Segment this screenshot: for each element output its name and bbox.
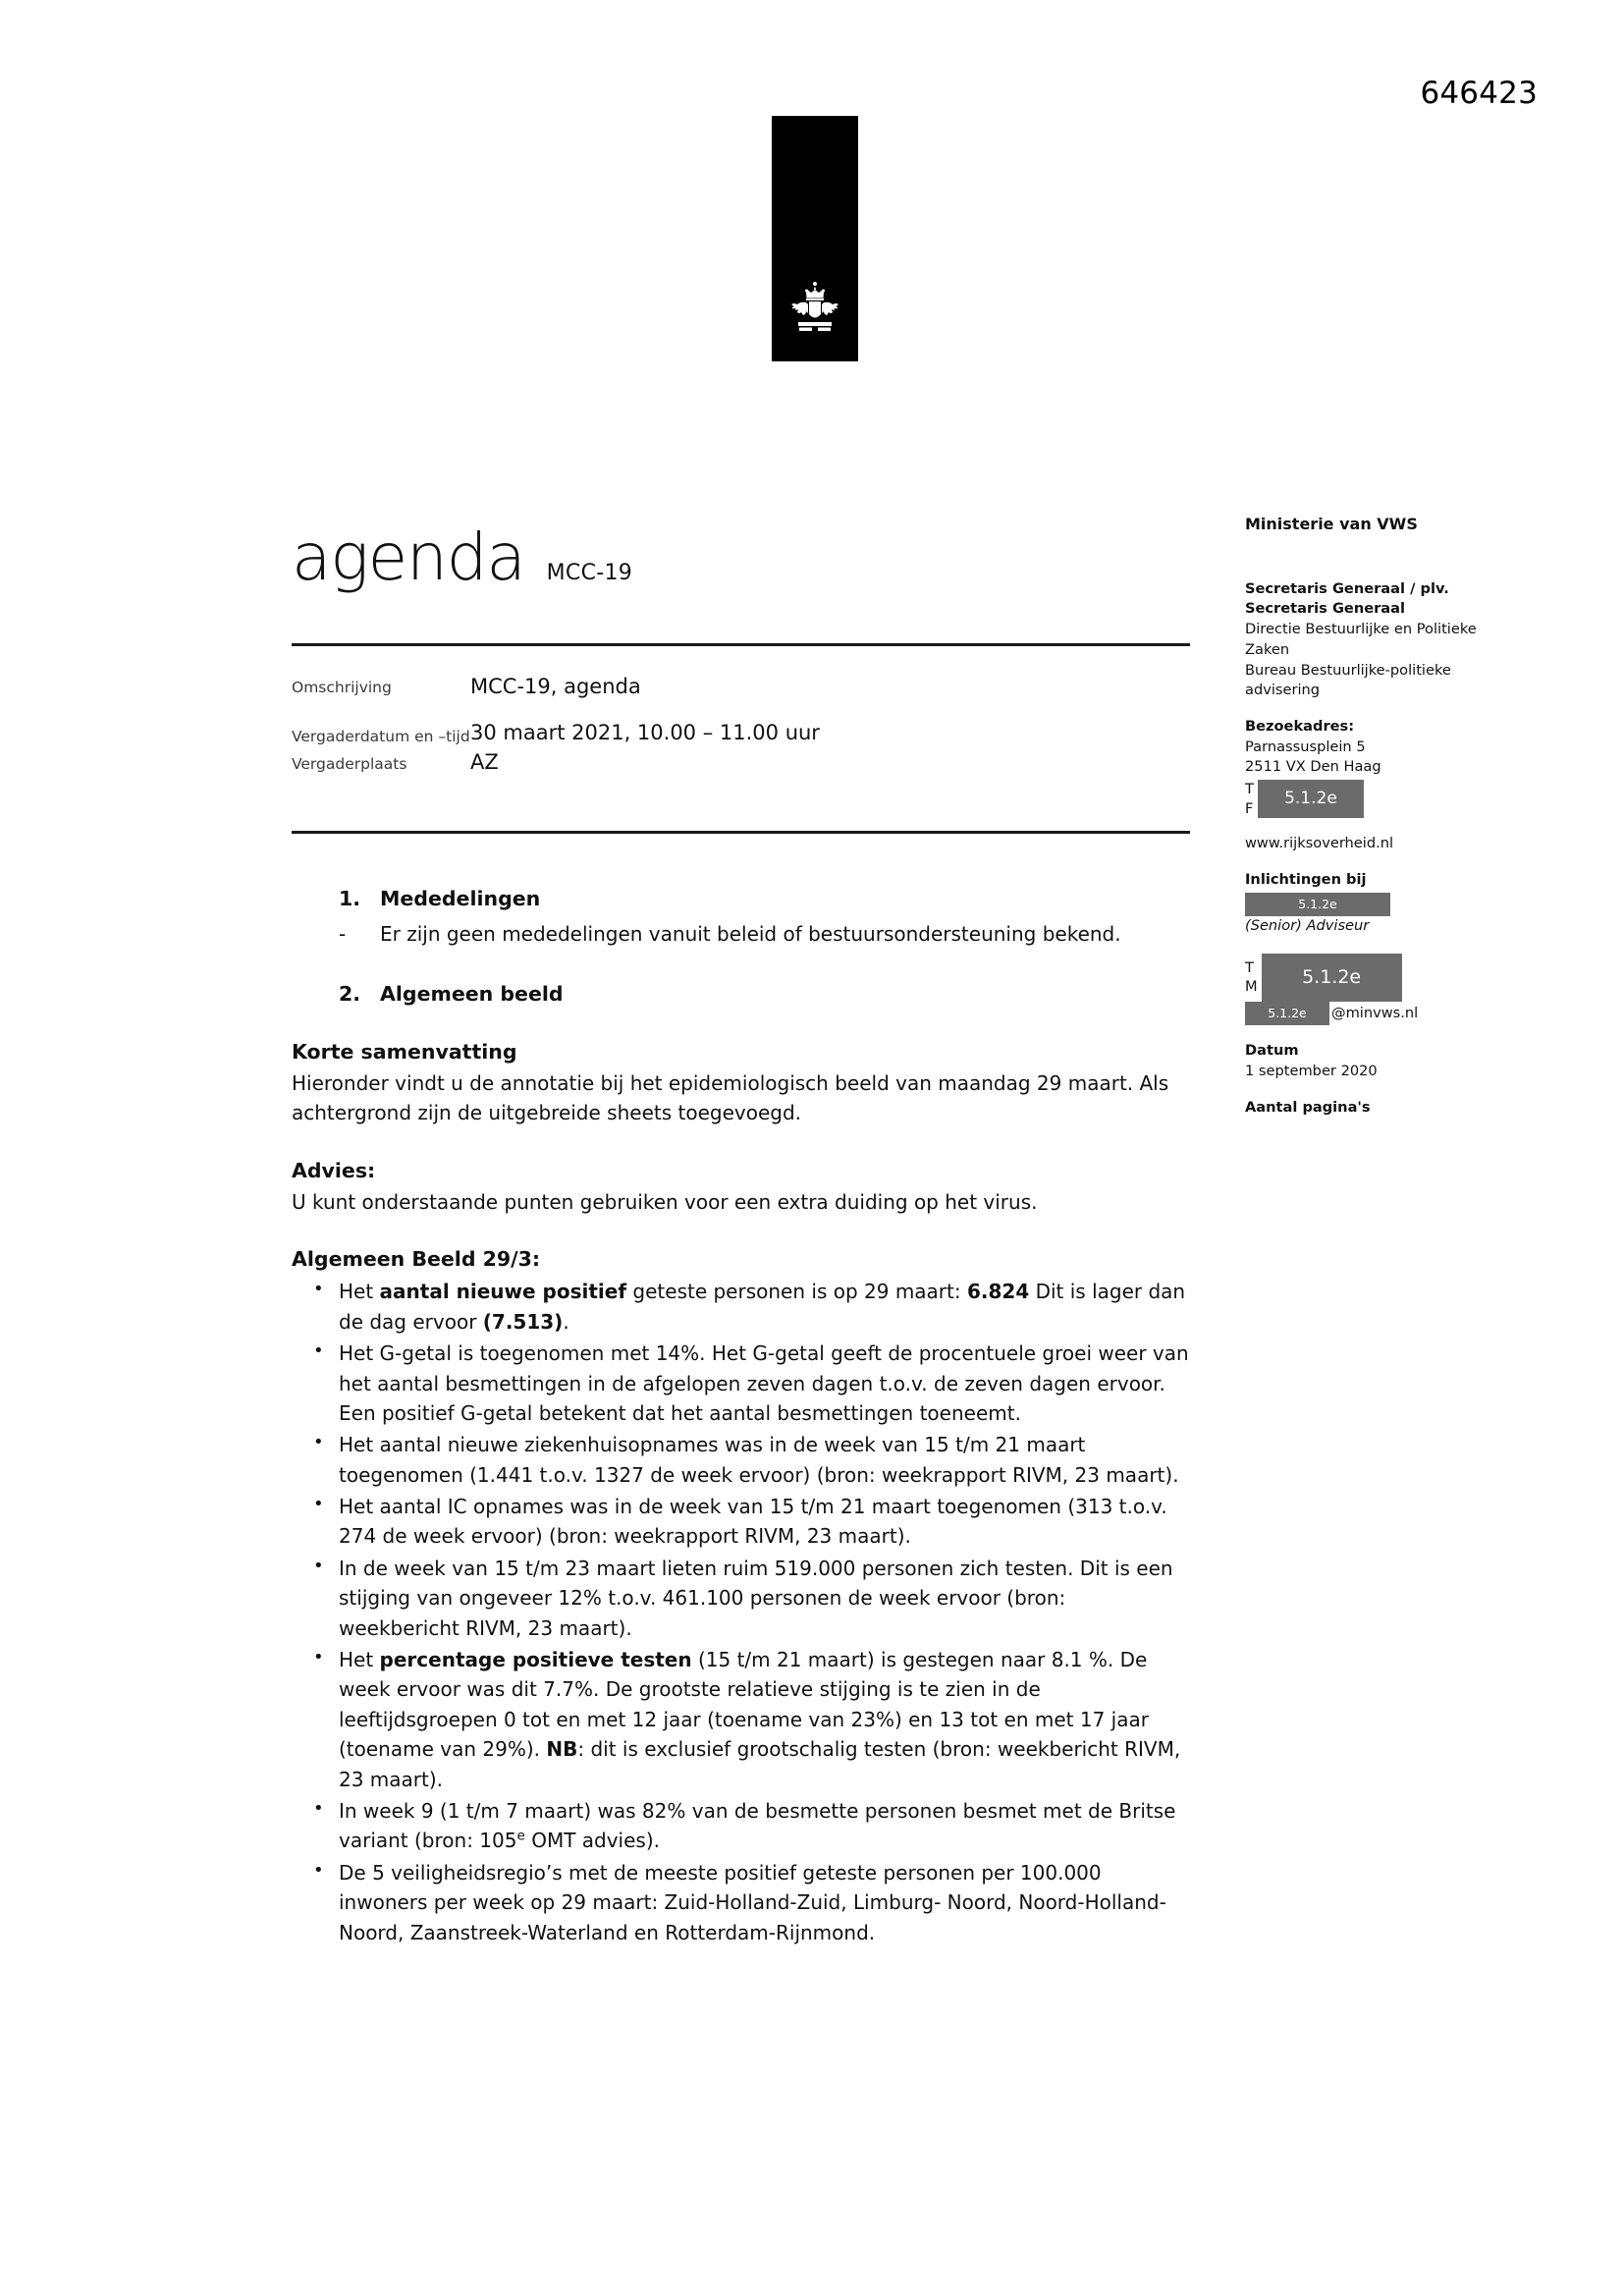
- sidebar-phone-fax-labels: [1245, 780, 1254, 818]
- meta-value-description: MCC-19, agenda: [470, 675, 641, 698]
- sidebar-website: www.rijksoverheid.nl: [1245, 835, 1394, 852]
- meta-label-description: Omschrijving: [292, 679, 392, 696]
- meta-table: [292, 673, 1190, 779]
- sidebar-pages-label: Aantal pagina's: [1245, 1098, 1371, 1116]
- sidebar-contact-phone-labels: [1245, 958, 1258, 997]
- sidebar-date-value: 1 september 2020: [1245, 1063, 1378, 1080]
- section-2-heading: [292, 979, 1190, 1010]
- sidebar-department-line1: Directie Bestuurlijke en Politieke Zaken: [1245, 621, 1477, 658]
- section-1-number: 1.: [339, 887, 361, 910]
- section-1-item-text: Er zijn geen mededelingen vanuit beleid of bestuursondersteuning bekend.: [380, 922, 1121, 947]
- meta-label-datetime-location: [292, 719, 470, 779]
- advice-heading: Advies:: [292, 1158, 376, 1182]
- title-subtitle: MCC-19: [546, 561, 633, 585]
- document-body: [292, 884, 1190, 1949]
- meta-row-datetime-location: [292, 719, 1190, 779]
- sidebar-visiting-address-street: Parnassusplein 5: [1245, 738, 1366, 755]
- bullet-british-variant: • In week 9 (1 t/m 7 maart) was 82% van de besmette personen besmet met de Britse variant (bron: 105e OMT advies).: [292, 1796, 1190, 1856]
- meta-row-description: [292, 673, 1190, 702]
- sidebar-info-label: Inlichtingen bij: [1245, 870, 1367, 888]
- rijksoverheid-logo-banner: [772, 116, 858, 361]
- sidebar-email-row: [1245, 1002, 1508, 1026]
- meta-value-datetime-location: [470, 719, 820, 778]
- divider-bottom: [292, 831, 1190, 834]
- netherlands-coat-of-arms-icon: [786, 279, 843, 346]
- bullet-ic-admissions: • Het aantal IC opnames was in de week van 15 t/m 21 maart toegenomen (313 t.o.v. 274 de week ervoor) (bron: weekrapport RIVM, 23 maart).: [292, 1492, 1190, 1552]
- sidebar-department-title: Secretaris Generaal / plv. Secretaris Generaal: [1245, 579, 1449, 618]
- redaction-contact-phone: 5.1.2e: [1262, 954, 1402, 1002]
- bullet-tested-persons: • In de week van 15 t/m 23 maart lieten ruim 519.000 personen zich testen. Dit is een stijging van ongeveer 12% t.o.v. 461.100 personen de week ervoor (bron: weekbericht RIVM, 23 maart).: [292, 1554, 1190, 1643]
- document-number: 646423: [1420, 76, 1538, 111]
- redaction-contact-name: 5.1.2e: [1245, 893, 1390, 917]
- bullet-new-positive-tests: • Het aantal nieuwe positief geteste personen is op 29 maart: 6.824 Dit is lager dan de dag ervoor (7.513).: [292, 1277, 1190, 1337]
- summary-text: Hieronder vindt u de annotatie bij het epidemiologisch beeld van maandag 29 maart. Als achtergrond zijn de uitgebreide sheets toegevoegd.: [292, 1070, 1169, 1125]
- sidebar-visiting-address: [1245, 717, 1508, 818]
- bullet-positive-test-percentage: • Het percentage positieve testen (15 t/m 21 maart) is gestegen naar 8.1 %. De week ervoor was dit 7.7%. De grootste relatieve stijging is te zien in de leeftijdsgroepen 0 tot en met 12 jaar (toename van 23%) en 13 tot en met 17 jaar (toename van 29%). NB: dit is exclusief grootschalig testen (bron: weekbericht RIVM, 23 maart).: [292, 1645, 1190, 1794]
- title-main: agenda: [292, 519, 525, 595]
- page-title: [292, 519, 633, 595]
- sidebar-date-label: Datum: [1245, 1042, 1299, 1060]
- bullet-g-number: • Het G-getal is toegenomen met 14%. Het G-getal geeft de procentuele groei weer van het aantal besmettingen in de afgelopen zeven dagen t.o.v. de zeven dagen ervoor. Een positief G-getal betekent dat het aantal besmettingen toeneemt.: [292, 1339, 1190, 1428]
- sidebar-contact-mobile-label: M: [1245, 978, 1258, 996]
- sidebar-ministry: Ministerie van VWS: [1245, 515, 1418, 533]
- section-2-title: Algemeen beeld: [380, 981, 564, 1006]
- sidebar-spacer: [1245, 937, 1508, 952]
- section-1-heading: [292, 884, 1190, 914]
- sidebar-visiting-address-city: 2511 VX Den Haag: [1245, 758, 1381, 776]
- sidebar-phone-label: T: [1245, 781, 1254, 798]
- advice-text: U kunt onderstaande punten gebruiken voor een extra duiding op het virus.: [292, 1189, 1038, 1214]
- sidebar-phone-fax-row: [1245, 780, 1508, 818]
- section-1-title: Mededelingen: [380, 887, 541, 910]
- summary-heading: Korte samenvatting: [292, 1039, 517, 1064]
- bullet-hospital-admissions: • Het aantal nieuwe ziekenhuisopnames was in de week van 15 t/m 21 maart toegenomen (1.441 t.o.v. 1327 de week ervoor) (bron: weekrapport RIVM, 23 maart).: [292, 1430, 1190, 1490]
- sidebar-info-contact: [1245, 870, 1508, 1025]
- redaction-email-user: 5.1.2e: [1245, 1002, 1329, 1026]
- meta-label-datetime: Vergaderdatum en –tijd: [292, 727, 470, 745]
- redaction-phone-fax: 5.1.2e: [1258, 780, 1364, 818]
- divider-top: [292, 643, 1190, 646]
- sidebar-department: [1245, 579, 1508, 701]
- sidebar-department-line2: Bureau Bestuurlijke-politieke advisering: [1245, 661, 1451, 699]
- meta-label-location: Vergaderplaats: [292, 755, 407, 774]
- general-picture-heading: Algemeen Beeld 29/3:: [292, 1247, 541, 1272]
- meta-value-location: AZ: [470, 749, 499, 774]
- sidebar-visiting-address-label: Bezoekadres:: [1245, 718, 1355, 736]
- sidebar-contact-role: (Senior) Adviseur: [1245, 917, 1370, 935]
- general-picture-bullet-list: [292, 1277, 1190, 1947]
- section-2-number: 2.: [339, 981, 361, 1006]
- meta-value-datetime: 30 maart 2021, 10.00 – 11.00 uur: [470, 720, 820, 744]
- dash-marker: -: [339, 922, 347, 947]
- sidebar-fax-label: F: [1245, 799, 1254, 817]
- sidebar-email-domain: @minvws.nl: [1331, 1004, 1419, 1021]
- sidebar-date: [1245, 1041, 1508, 1081]
- sidebar: [1245, 514, 1508, 1134]
- section-1-item: [292, 919, 1190, 949]
- sidebar-contact-phone-row: [1245, 954, 1508, 1002]
- sidebar-contact-phone-label: T: [1245, 959, 1254, 977]
- bullet-safety-regions: • De 5 veiligheidsregio’s met de meeste positief geteste personen per 100.000 inwoners per week op 29 maart: Zuid-Holland-Zuid, Limburg- Noord, Noord-Holland-Noord, Zaanstreek-Waterland en Rotterdam-Rijnmond.: [292, 1858, 1190, 1947]
